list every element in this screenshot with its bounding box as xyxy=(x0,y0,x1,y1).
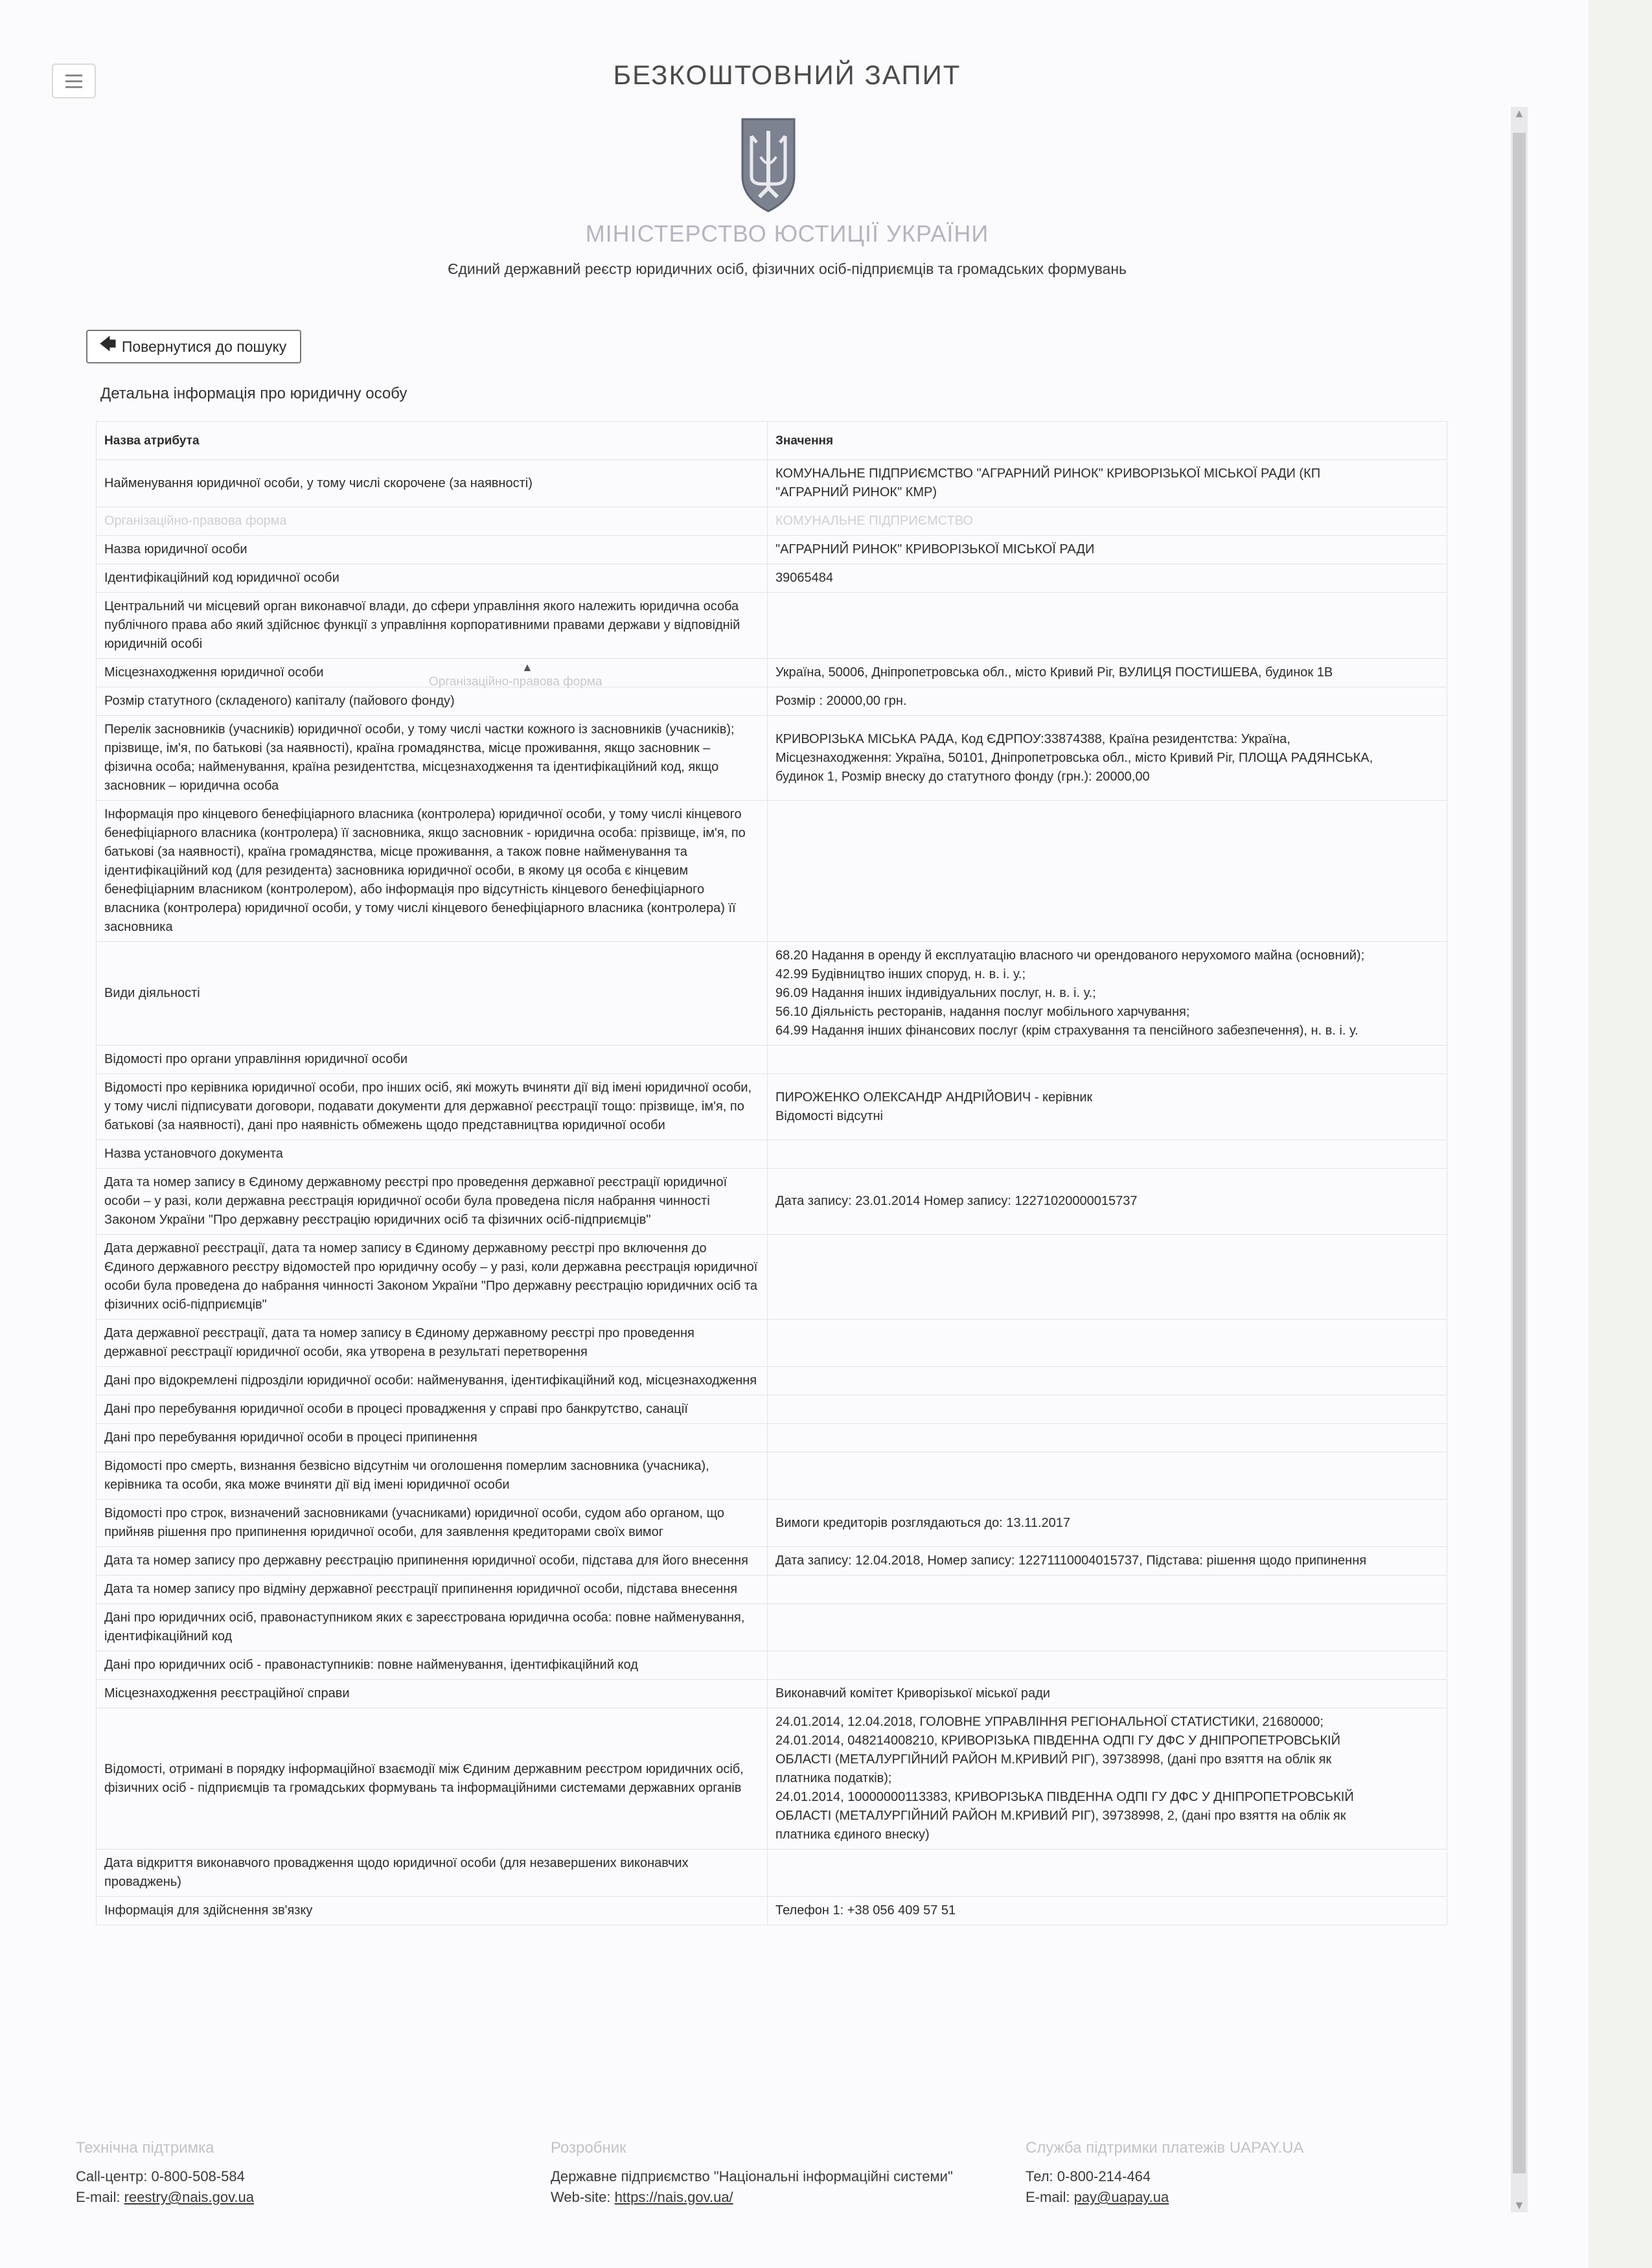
attribute-cell: Відомості про органи управління юридичної особи xyxy=(97,1046,768,1074)
value-cell xyxy=(768,1604,1447,1651)
value-line: Відомості відсутні xyxy=(775,1108,883,1123)
table-row xyxy=(97,1395,1447,1424)
table-row xyxy=(97,687,1447,716)
table-row xyxy=(97,507,1447,536)
value-line: платника єдиного внеску) xyxy=(775,1827,930,1842)
value-cell xyxy=(768,1320,1447,1367)
value-cell xyxy=(768,659,1447,687)
page-title: БЕЗКОШТОВНИЙ ЗАПИТ xyxy=(613,60,961,90)
value-line: Вимоги кредиторів розглядаються до: 13.11.2017 xyxy=(775,1515,1070,1530)
ministry-name: МІНІСТЕРСТВО ЮСТИЦІЇ УКРАЇНИ xyxy=(585,220,989,247)
value-line: ОБЛАСТІ (МЕТАЛУРГІЙНИЙ РАЙОН М.КРИВИЙ РІГ), 39738998, (дані про взяття на облік як xyxy=(775,1752,1332,1767)
attribute-cell: Місцезнаходження реєстраційної справи xyxy=(97,1680,768,1708)
value-line: будинок 1, Розмір внеску до статутного фонду (грн.): 20000,00 xyxy=(775,769,1150,784)
table-row xyxy=(97,1500,1447,1547)
attribute-cell: Відомості про смерть, визнання безвісно відсутнім чи оголошення померлим засновника (учасника), керівника та особи, яка може вчиняти дії від імені юридичної особи xyxy=(97,1452,768,1500)
value-cell xyxy=(768,801,1447,942)
attribute-cell: Відомості, отримані в порядку інформаційної взаємодії між Єдиним державним реєстром юридичних осіб, фізичних осіб - підприємців та громадських формувань та інформаційними системами державних органів xyxy=(97,1708,768,1850)
table-row xyxy=(97,593,1447,659)
footer-payments: Служба підтримки платежів UAPAY.UA Тел: 0-800-214-464 E-mail: pay@uapay.ua xyxy=(1026,2139,1304,2205)
value-cell xyxy=(768,1367,1447,1395)
attribute-cell: Дата державної реєстрації, дата та номер запису в Єдиному державному реєстрі про включення до Єдиного державного реєстру відомостей про юридичну особу – у разі, коли державна реєстрація юридичної особи була проведена до набрання чинності Законом України "Про державну реєстрацію юридичних осіб та фізичних осіб-підприємців" xyxy=(97,1235,768,1320)
back-to-search-button[interactable] xyxy=(86,330,301,363)
value-line: КРИВОРІЗЬКА МІСЬКА РАДА, Код ЄДРПОУ:33874388, Країна резидентства: Україна, xyxy=(775,731,1291,746)
table-row xyxy=(97,1046,1447,1074)
value-line: Україна, 50006, Дніпропетровська обл., місто Кривий Ріг, ВУЛИЦЯ ПОСТИШЕВА, будинок 1В xyxy=(775,665,1333,680)
header-attr: Назва атрибута xyxy=(97,422,768,460)
attribute-cell: Дата відкриття виконавчого провадження щодо юридичної особи (для незавершених виконавчих проваджень) xyxy=(97,1850,768,1897)
value-line: 64.99 Надання інших фінансових послуг (крім страхування та пенсійного забезпечення), н. в. і. у. xyxy=(775,1024,1359,1038)
value-cell xyxy=(768,687,1447,716)
value-line: 24.01.2014, 12.04.2018, ГОЛОВНЕ УПРАВЛІННЯ РЕГІОНАЛЬНОЇ СТАТИСТИКИ, 21680000; xyxy=(775,1715,1324,1729)
value-cell xyxy=(768,1140,1447,1169)
attribute-cell: Перелік засновників (учасників) юридичної особи, у тому числі частки кожного із засновників (учасників); прізвище, ім'я, по батькові (за наявності), країна громадянства, місце проживання, якщо засновник – фізична особа; найменування, країна резидентства, місцезнаходження та ідентифікаційний код, якщо засновник – юридична особа xyxy=(97,716,768,801)
detail-caption: Детальна інформація про юридичну особу xyxy=(100,385,407,402)
footer-support-title: Технічна підтримка xyxy=(76,2139,214,2157)
value-line: 24.01.2014, 048214008210, КРИВОРІЗЬКА ПІВДЕННА ОДПІ ГУ ДФС У ДНІПРОПЕТРОВСЬКІЙ xyxy=(775,1734,1340,1748)
registry-subtitle: Єдиний державний реєстр юридичних осіб, фізичних осіб-підприємців та громадських формувань xyxy=(447,260,1127,277)
value-cell xyxy=(768,1897,1447,1925)
attribute-cell: Інформація для здійснення зв'язку xyxy=(97,1897,768,1925)
attribute-cell: Дані про юридичних осіб - правонаступників: повне найменування, ідентифікаційний код xyxy=(97,1651,768,1680)
attribute-cell: Дані про юридичних осіб, правонаступником яких є зареєстрована юридична особа: повне найменування, ідентифікаційний код xyxy=(97,1604,768,1651)
scroll-thumb[interactable] xyxy=(1513,133,1526,2173)
table-row xyxy=(97,1424,1447,1452)
attribute-cell: Відомості про строк, визначений засновниками (учасниками) юридичної особи, судом або органом, що прийняв рішення про припинення юридичної особи, для заявлення кредиторами своїх вимог xyxy=(97,1500,768,1547)
footer-support-phone: Call-центр: 0-800-508-584 xyxy=(76,2168,245,2184)
value-cell xyxy=(768,1850,1447,1897)
value-cell xyxy=(768,1169,1447,1235)
arrow-left-icon: 🡄 xyxy=(99,334,117,354)
value-cell xyxy=(768,1500,1447,1547)
table-row xyxy=(97,1547,1447,1575)
value-cell xyxy=(768,1575,1447,1604)
footer-developer-site-link[interactable]: https://nais.gov.ua/ xyxy=(614,2189,733,2205)
table-row xyxy=(97,1850,1447,1897)
value-cell xyxy=(768,1708,1447,1850)
table-row xyxy=(97,1140,1447,1169)
footer-support: Технічна підтримка Call-центр: 0-800-508-584 E-mail: reestry@nais.gov.ua xyxy=(76,2139,255,2205)
value-cell xyxy=(768,460,1447,507)
attribute-cell: Назва юридичної особи xyxy=(97,536,768,564)
attribute-cell: Місцезнаходження юридичної особи xyxy=(97,659,768,687)
attribute-cell: Розмір статутного (складеного) капіталу (пайового фонду) xyxy=(97,687,768,716)
attribute-cell: Найменування юридичної особи, у тому числі скорочене (за наявності) xyxy=(97,460,768,507)
value-line: Місцезнаходження: Україна, 50101, Дніпропетровська обл., місто Кривий Ріг, ПЛОЩА РАДЯНСЬКА, xyxy=(775,750,1373,765)
value-line: 68.20 Надання в оренду й експлуатацію власного чи орендованого нерухомого майна (основний); xyxy=(775,948,1365,963)
footer-payments-phone: Тел: 0-800-214-464 xyxy=(1026,2168,1151,2184)
value-cell xyxy=(768,536,1447,564)
attribute-cell: Дата та номер запису про відміну державної реєстрації припинення юридичної особи, підстава внесення xyxy=(97,1575,768,1604)
value-cell xyxy=(768,716,1447,801)
value-line: 42.99 Будівництво інших споруд, н. в. і. у.; xyxy=(775,967,1026,981)
value-line: ОБЛАСТІ (МЕТАЛУРГІЙНИЙ РАЙОН М.КРИВИЙ РІГ), 39738998, 2, (дані про взяття на облік як xyxy=(775,1809,1346,1823)
table-row xyxy=(97,1320,1447,1367)
table-row xyxy=(97,564,1447,593)
table-row xyxy=(97,1651,1447,1680)
value-line: "АГРАРНИЙ РИНОК" КРИВОРІЗЬКОЇ МІСЬКОЇ РАДИ xyxy=(775,542,1095,556)
table-row xyxy=(97,1367,1447,1395)
table-row xyxy=(97,460,1447,507)
footer-payments-email-link[interactable]: pay@uapay.ua xyxy=(1073,2189,1169,2205)
attribute-cell: Дані про перебування юридичної особи в процесі припинення xyxy=(97,1424,768,1452)
table-row xyxy=(97,659,1447,687)
value-cell xyxy=(768,1680,1447,1708)
scroll-down-icon[interactable]: ▼ xyxy=(1513,2199,1525,2212)
value-cell xyxy=(768,507,1447,536)
value-cell xyxy=(768,1547,1447,1575)
value-line: ПИРОЖЕНКО ОЛЕКСАНДР АНДРІЙОВИЧ - керівник xyxy=(775,1090,1093,1105)
trident-emblem-icon xyxy=(737,117,799,214)
value-cell xyxy=(768,1424,1447,1452)
attribute-cell: Дані про перебування юридичної особи в процесі провадження у справі про банкрутство, санації xyxy=(97,1395,768,1424)
table-row xyxy=(97,1897,1447,1925)
attribute-cell: Організаційно-правова форма xyxy=(97,507,768,536)
table-row xyxy=(97,1680,1447,1708)
attribute-cell: Центральний чи місцевий орган виконавчої влади, до сфери управління якого належить юридична особа публічного права або який здійснює функції з управління корпоративними правами держави у відповідній юридичній особі xyxy=(97,593,768,659)
footer-payments-title: Служба підтримки платежів UAPAY.UA xyxy=(1026,2139,1304,2157)
value-cell xyxy=(768,1452,1447,1500)
value-cell xyxy=(768,593,1447,659)
scroll-up-icon[interactable]: ▲ xyxy=(1513,107,1525,120)
value-line: Дата запису: 23.01.2014 Номер запису: 12271020000015737 xyxy=(775,1194,1138,1208)
table-row xyxy=(97,536,1447,564)
value-cell xyxy=(768,1395,1447,1424)
value-cell xyxy=(768,564,1447,593)
table-row xyxy=(97,1452,1447,1500)
value-cell xyxy=(768,1651,1447,1680)
footer-developer-name: Державне підприємство "Національні інформаційні системи" xyxy=(551,2168,953,2184)
value-line: КОМУНАЛЬНЕ ПІДПРИЄМСТВО xyxy=(775,514,973,528)
table-row xyxy=(97,942,1447,1046)
tooltip-caret-icon: ▲ xyxy=(522,661,533,674)
attribute-cell: Ідентифікаційний код юридичної особи xyxy=(97,564,768,593)
value-cell xyxy=(768,1235,1447,1320)
table-row xyxy=(97,716,1447,801)
value-line: 56.10 Діяльність ресторанів, надання послуг мобільного харчування; xyxy=(775,1005,1190,1019)
tooltip: Організаційно-правова форма xyxy=(429,675,602,689)
table-row xyxy=(97,801,1447,942)
table-row xyxy=(97,1708,1447,1850)
value-line: Розмір : 20000,00 грн. xyxy=(775,694,907,708)
scrollbar[interactable] xyxy=(1511,107,1528,2212)
attribute-cell: Назва установчого документа xyxy=(97,1140,768,1169)
table-row xyxy=(97,1169,1447,1235)
value-cell xyxy=(768,942,1447,1046)
value-line: Дата запису: 12.04.2018, Номер запису: 12271110004015737, Підстава: рішення щодо припинення xyxy=(775,1553,1367,1568)
table-row xyxy=(97,1575,1447,1604)
value-line: 39065484 xyxy=(775,571,833,585)
attribute-cell: Дані про відокремлені підрозділи юридичної особи: найменування, ідентифікаційний код, місцезнаходження xyxy=(97,1367,768,1395)
footer-developer: Розробник Державне підприємство "Національні інформаційні системи" Web-site: https://nais.gov.ua/ xyxy=(551,2139,953,2205)
attribute-cell: Відомості про керівника юридичної особи, про інших осіб, які можуть вчиняти дії від імені юридичної особи, у тому числі підписувати договори, подавати документи для державної реєстрації тощо: прізвище, ім'я, по батькові (за наявності), дані про наявність обмежень щодо представництва юридичної особи xyxy=(97,1074,768,1140)
value-line: 96.09 Надання інших індивідуальних послуг, н. в. і. у.; xyxy=(775,986,1096,1000)
value-line: Виконавчий комітет Криворізької міської ради xyxy=(775,1686,1050,1701)
footer-developer-title: Розробник xyxy=(551,2139,626,2157)
attribute-cell: Види діяльності xyxy=(97,942,768,1046)
back-to-search-label: Повернутися до пошуку xyxy=(121,338,287,355)
value-line: Телефон 1: +38 056 409 57 51 xyxy=(775,1903,956,1918)
attribute-cell: Дата державної реєстрації, дата та номер запису в Єдиному державному реєстрі про проведення державної реєстрації юридичної особи, яка утворена в результаті перетворення xyxy=(97,1320,768,1367)
table-header-row xyxy=(97,422,1447,460)
footer-support-email-link[interactable]: reestry@nais.gov.ua xyxy=(124,2189,255,2205)
value-line: "АГРАРНИЙ РИНОК" КМР) xyxy=(775,485,937,499)
entity-details-table xyxy=(96,421,1447,1925)
value-cell xyxy=(768,1046,1447,1074)
header-value: Значення xyxy=(768,422,1447,460)
attribute-cell: Інформація про кінцевого бенефіціарного власника (контролера) юридичної особи, у тому числі кінцевого бенефіціарного власника (контролера) її засновника, якщо засновник - юридична особа: прізвище, ім'я, по батькові (за наявності), країна громадянства, місце проживання, а також повне найменування та ідентифікаційний код (для резидента) засновника юридичної особи, в якому ця особа є кінцевим бенефіціарним власником (контролером), або інформація про відсутність кінцевого бенефіціарного власника (контролера) юридичної особи, у тому числі кінцевого бенефіціарного власника (контролера) її засновника xyxy=(97,801,768,942)
value-line: платника податків); xyxy=(775,1771,892,1785)
table-row xyxy=(97,1074,1447,1140)
table-row xyxy=(97,1604,1447,1651)
value-cell xyxy=(768,1074,1447,1140)
value-line: 24.01.2014, 10000000113383, КРИВОРІЗЬКА ПІВДЕННА ОДПІ ГУ ДФС У ДНІПРОПЕТРОВСЬКІЙ xyxy=(775,1790,1354,1804)
attribute-cell: Дата та номер запису про державну реєстрацію припинення юридичної особи, підстава для його внесення xyxy=(97,1547,768,1575)
scan-edge xyxy=(1589,0,1652,2268)
attribute-cell: Дата та номер запису в Єдиному державному реєстрі про проведення державної реєстрації юридичної особи – у разі, коли державна реєстрація юридичної особи була проведена після набрання чинності Законом України "Про державну реєстрацію юридичних осіб та фізичних осіб-підприємців" xyxy=(97,1169,768,1235)
table-row xyxy=(97,1235,1447,1320)
value-line: КОМУНАЛЬНЕ ПІДПРИЄМСТВО "АГРАРНИЙ РИНОК" КРИВОРІЗЬКОЇ МІСЬКОЇ РАДИ (КП xyxy=(775,466,1321,481)
